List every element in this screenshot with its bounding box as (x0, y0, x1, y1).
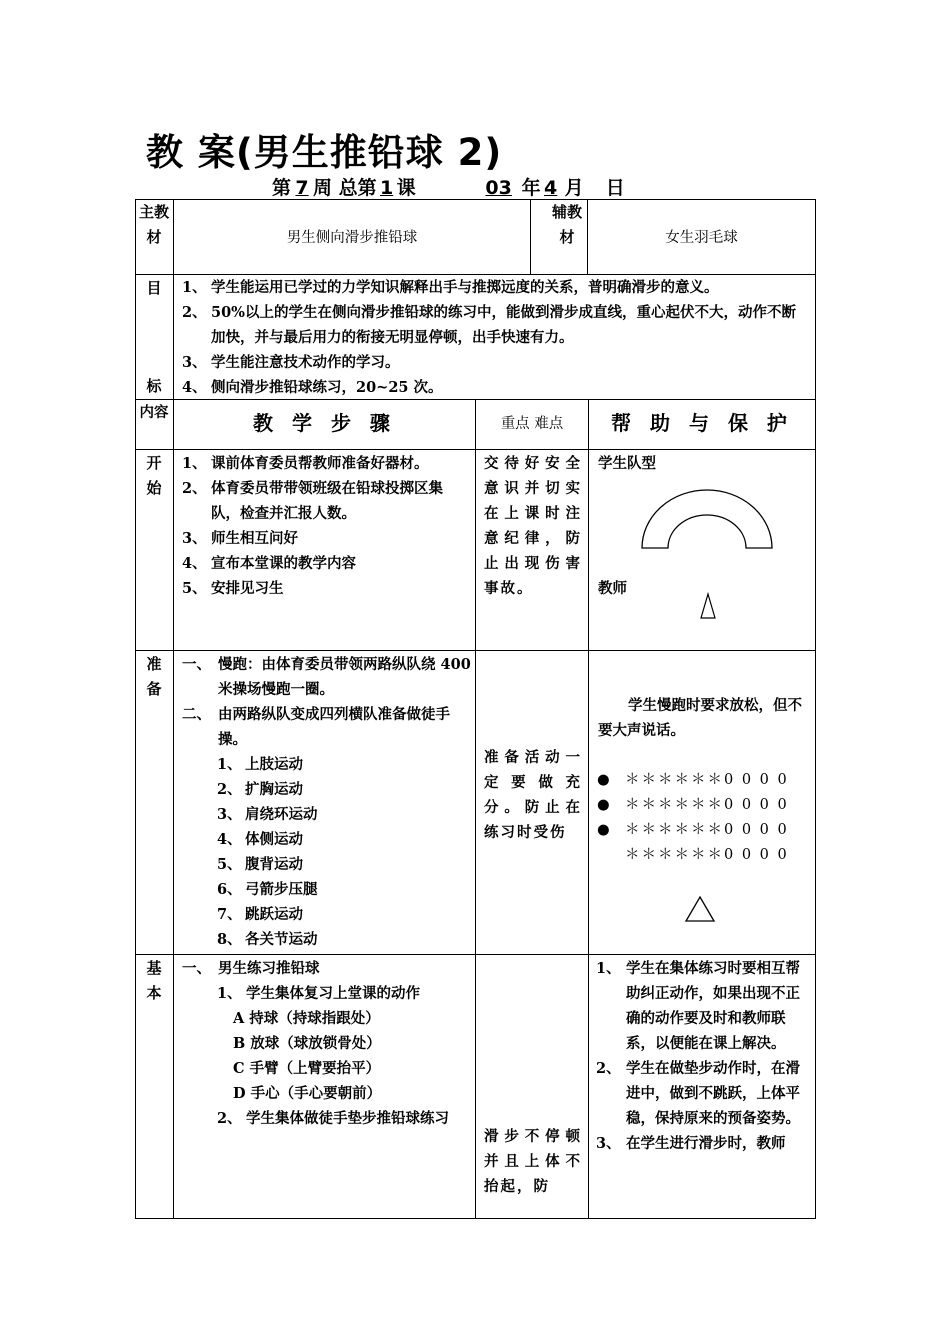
exercise-item (211, 927, 472, 952)
week-number: 7 (295, 177, 309, 199)
help-item (592, 956, 810, 1056)
instructor-dot-icon: ● (597, 797, 610, 813)
grip-point: D 手心（手心要朝前） (233, 1085, 382, 1102)
basic-label (135, 956, 173, 1006)
basic-item-number: 一、 (182, 960, 211, 977)
lesson-number: 1 (380, 177, 394, 199)
formation-row-text: ＊＊＊＊＊＊0 0 0 0 (625, 847, 789, 863)
teacher-triangle-icon (699, 592, 717, 620)
goal-item-number: 3、 (182, 354, 207, 371)
exercise-item-text: 弓箭步压腿 (245, 881, 318, 898)
table-border-right (815, 199, 816, 1219)
exercise-item (211, 777, 472, 802)
grip-point: B 放球（球放锁骨处） (233, 1035, 381, 1052)
formation-row-text: ＊＊＊＊＊＊0 0 0 0 (625, 772, 789, 788)
exercise-item-text: 肩绕环运动 (245, 806, 318, 823)
exercise-item (211, 802, 472, 827)
start-step (174, 551, 470, 576)
start-step-number: 1、 (182, 455, 207, 472)
basic-help (592, 956, 810, 1156)
prep-step-text: 慢跑：由体育委员带领两路纵队绕 400 米操场慢跑一圈。 (218, 656, 471, 698)
exercise-item (211, 827, 472, 852)
goals-list (174, 275, 810, 400)
column-divider (588, 399, 589, 1219)
start-label (135, 451, 173, 501)
lesson-suffix: 课 (396, 177, 416, 199)
start-step (174, 576, 470, 601)
exercise-item-text: 体侧运动 (245, 831, 303, 848)
help-item-text: 学生在做垫步动作时，在滑进中，做到不跳跃，上体平稳，保持原来的预备姿势。 (626, 1060, 800, 1127)
formation-row (597, 793, 812, 818)
exercise-item (211, 877, 472, 902)
start-label-text: 开始 (146, 454, 162, 497)
prep-step (176, 702, 472, 752)
formation-rows (597, 768, 812, 868)
year-value: 03 (485, 177, 512, 199)
formation-row (597, 818, 812, 843)
exercise-item (211, 902, 472, 927)
week-suffix: 周 总第 (313, 177, 377, 199)
goal-item (174, 300, 810, 350)
help-item-text: 在学生进行滑步时，教师 (626, 1135, 786, 1152)
help-item-number: 2、 (596, 1060, 621, 1077)
basic-sub-text: 学生集体复习上堂课的动作 (246, 985, 420, 1002)
main-material-label: 主教材 (138, 203, 169, 246)
basic-item (176, 956, 472, 981)
help-heading: 帮 助 与 保 护 (611, 411, 793, 435)
key-points-heading: 重点 难点 (500, 416, 564, 432)
help-item (592, 1056, 810, 1131)
exercise-item-number: 8、 (217, 931, 242, 948)
day-suffix: 日 (605, 177, 625, 199)
month-value: 4 (544, 177, 558, 199)
start-step (174, 476, 470, 526)
goal-item-text: 50%以上的学生在侧向滑步推铅球的练习中，能做到滑步成直线，重心起伏不大，动作不断加快，并与最后用力的衔接无明显停顿，出手快速有力。 (211, 304, 796, 346)
goal-item (174, 350, 810, 375)
exercise-item-text: 各关节运动 (245, 931, 318, 948)
column-divider (530, 199, 531, 275)
basic-sub-item (176, 981, 472, 1006)
prep-step-text: 由两路纵队变成四列横队准备做徒手操。 (218, 706, 450, 748)
help-item-text: 学生在集体练习时要相互帮助纠正动作，如果出现不正确的动作要及时和教师联系，以便能在课上解决。 (626, 960, 800, 1052)
goal-item-text: 侧向滑步推铅球练习，20~25 次。 (211, 379, 443, 396)
formation-label: 学生队型 (598, 455, 656, 472)
exercise-item (211, 852, 472, 877)
prep-help-text: 学生慢跑时要求放松，但不要大声说话。 (598, 697, 802, 739)
goal-item-number: 1、 (182, 279, 207, 296)
exercise-item-text: 上肢运动 (245, 756, 303, 773)
prep-step-number: 二、 (182, 706, 211, 723)
formation-row (597, 843, 812, 868)
basic-item-text: 男生练习推铅球 (218, 960, 320, 977)
goal-item-number: 4、 (182, 379, 207, 396)
basic-letter-list (176, 1006, 472, 1106)
exercise-item-number: 6、 (217, 881, 242, 898)
start-step-number: 2、 (182, 480, 207, 497)
aux-material: 女生羽毛球 (665, 230, 738, 246)
page-title: 教 案(男生推铅球 2) (146, 131, 503, 174)
month-suffix: 月 (564, 177, 584, 199)
prep-label-text: 准备 (146, 655, 162, 698)
start-step-text: 安排见习生 (211, 580, 284, 597)
instructor-dot-icon: ● (597, 822, 610, 838)
start-step-text: 课前体育委员帮教师准备好器材。 (211, 455, 429, 472)
exercise-item-text: 跳跃运动 (245, 906, 303, 923)
steps-heading: 教 学 步 骤 (253, 411, 396, 435)
start-step-text: 宣布本堂课的教学内容 (211, 555, 356, 572)
exercise-item-text: 扩胸运动 (245, 781, 303, 798)
exercise-item-number: 1、 (217, 756, 242, 773)
teacher-triangle-icon (684, 895, 716, 923)
year-suffix: 年 (521, 177, 541, 199)
start-step-text: 师生相互问好 (211, 530, 298, 547)
prep-steps (176, 652, 472, 952)
start-step-number: 4、 (182, 555, 207, 572)
goal-item (174, 275, 810, 300)
instructor-dot-icon: ● (597, 772, 610, 788)
prep-key-text: 准备活动一定要做充分。防止在练习时受伤 (484, 749, 582, 841)
table-border-left (135, 199, 136, 1219)
formation-row-text: ＊＊＊＊＊＊0 0 0 0 (625, 797, 789, 813)
grip-point: C 手臂（上臂要抬平） (233, 1060, 381, 1077)
goal-item (174, 375, 810, 400)
start-step-number: 5、 (182, 580, 207, 597)
grip-point: A 持球（持球指跟处） (233, 1010, 380, 1027)
help-item-number: 1、 (596, 960, 621, 977)
table-border-top (135, 199, 816, 200)
start-step-number: 3、 (182, 530, 207, 547)
goal-item-text: 学生能运用已学过的力学知识解释出手与推掷远度的关系，普明确滑步的意义。 (211, 279, 719, 296)
help-item (592, 1131, 810, 1156)
exercise-item-number: 3、 (217, 806, 242, 823)
formation-row (597, 768, 812, 793)
column-divider (475, 399, 476, 1219)
help-item-number: 3、 (596, 1135, 621, 1152)
main-material: 男生侧向滑步推铅球 (286, 230, 418, 246)
exercise-item (211, 752, 472, 777)
exercise-item-text: 腹背运动 (245, 856, 303, 873)
exercise-item-number: 4、 (217, 831, 242, 848)
goals-label-bottom: 标 (146, 377, 162, 395)
start-step-text: 体育委员带带领班级在铅球投掷区集队，检查并汇报人数。 (211, 480, 443, 522)
week-prefix: 第 (272, 177, 292, 199)
basic-sub-number: 1、 (217, 985, 242, 1002)
basic-sub-item (176, 1106, 472, 1131)
lesson-header (272, 173, 625, 200)
formation-row-text: ＊＊＊＊＊＊0 0 0 0 (625, 822, 789, 838)
goal-item-text: 学生能注意技术动作的学习。 (211, 354, 400, 371)
start-steps (174, 451, 470, 601)
content-label: 内容 (139, 404, 169, 421)
prep-step (176, 652, 472, 702)
prep-label (135, 652, 173, 702)
start-step (174, 451, 470, 476)
teacher-label: 教师 (598, 580, 627, 597)
basic-sub-number: 2、 (217, 1110, 242, 1127)
basic-label-text: 基本 (146, 959, 162, 1002)
exercise-item-number: 5、 (217, 856, 242, 873)
start-key-text: 交待好安全意识并切实在上课时注意纪律，防止出现伤害事故。 (484, 455, 582, 597)
basic-steps (176, 956, 472, 1131)
goals-label-top: 目 (146, 279, 162, 297)
arc-formation-icon (640, 488, 774, 552)
start-step (174, 526, 470, 551)
prep-step-number: 一、 (182, 656, 211, 673)
basic-key-text: 滑步不停顿并且上体不抬起，防 (484, 1128, 582, 1195)
basic-sub-text: 学生集体做徒手垫步推铅球练习 (246, 1110, 449, 1127)
exercise-item-number: 2、 (217, 781, 242, 798)
aux-material-label: 辅教材 (551, 203, 582, 246)
goal-item-number: 2、 (182, 304, 207, 321)
exercise-item-number: 7、 (217, 906, 242, 923)
